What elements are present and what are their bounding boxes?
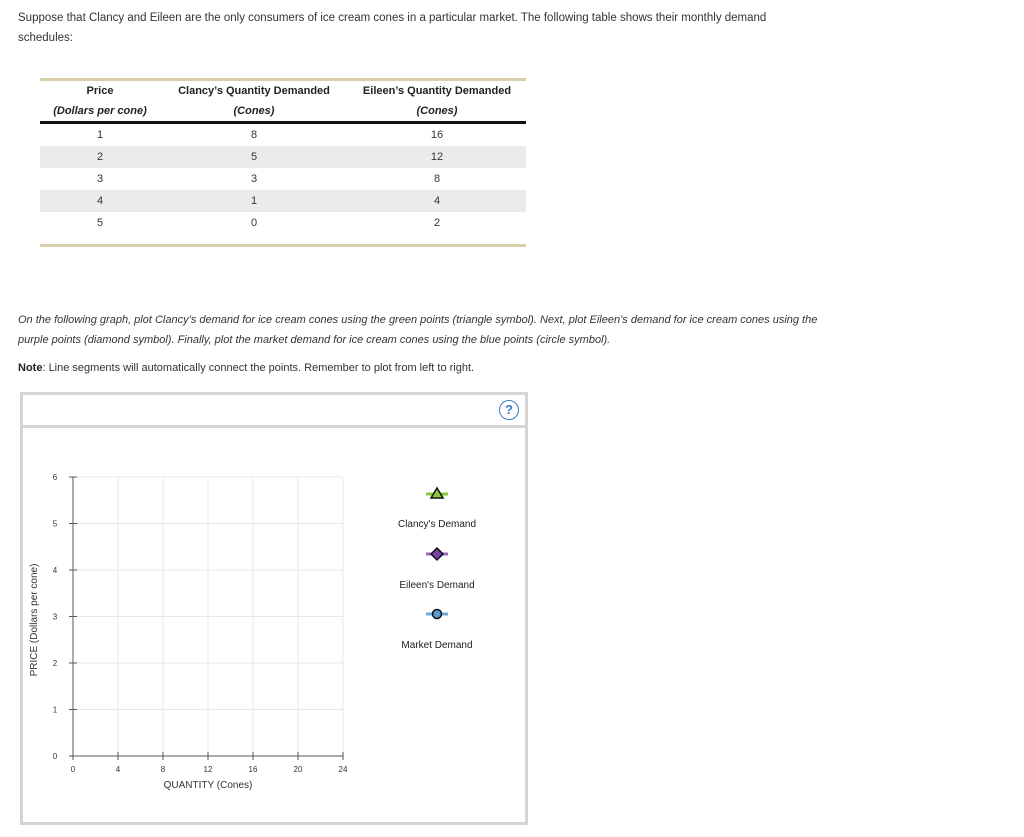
cell-clancy: 0	[250, 217, 258, 229]
legend-label: Eileen's Demand	[399, 580, 475, 591]
note-label: Note	[18, 362, 43, 374]
header-clancy: Clancy’s Quantity Demanded	[178, 85, 330, 97]
x-tick-label: 20	[293, 765, 303, 774]
y-tick-label: 5	[52, 519, 58, 529]
x-tick-label: 16	[248, 765, 258, 774]
circle-icon[interactable]	[433, 610, 442, 619]
cell-clancy: 8	[250, 129, 258, 141]
graph-instructions: On the following graph, plot Clancy’s demand for ice cream cones using the green points (triangle symbol). Next, plot Eileen’s demand for ice cream cones using the purple points (diamond symbol). Finally, plot the market demand for ice cream cones using the blue points (circle symbol).	[18, 314, 818, 346]
legend-label: Market Demand	[401, 640, 473, 651]
header-price: Price	[86, 85, 114, 97]
x-tick-label: 8	[160, 765, 166, 774]
cell-price: 4	[40, 190, 160, 212]
cell-eileen: 4	[348, 190, 526, 212]
x-tick-label: 24	[338, 765, 348, 774]
cell-eileen: 2	[433, 217, 441, 229]
cell-price: 3	[96, 173, 104, 185]
cell-eileen: 16	[430, 129, 444, 141]
diamond-icon[interactable]	[431, 548, 443, 560]
x-tick-label: 4	[115, 765, 121, 774]
y-tick-label: 0	[52, 752, 58, 761]
header-eileen: Eileen’s Quantity Demanded	[362, 85, 512, 97]
cell-clancy: 1	[160, 190, 348, 212]
cell-price: 5	[96, 217, 104, 229]
y-tick-label: 1	[52, 705, 58, 715]
cell-eileen: 8	[433, 173, 441, 185]
y-tick-label: 4	[52, 566, 58, 575]
subheader-clancy: (Cones)	[160, 101, 348, 123]
cell-clancy: 5	[160, 146, 348, 168]
cell-price: 2	[40, 146, 160, 168]
y-tick-label: 6	[52, 473, 58, 482]
y-axis-title: PRICE (Dollars per cone)	[29, 563, 40, 677]
cell-clancy: 3	[250, 173, 258, 185]
subheader-eileen: (Cones)	[348, 101, 526, 123]
help-icon[interactable]: ?	[499, 400, 519, 420]
intro-text: Suppose that Clancy and Eileen are the only consumers of ice cream cones in a particular market. The following table shows their monthly demand schedules:	[18, 12, 767, 44]
note-body: : Line segments will automatically connect the points. Remember to plot from left to right.	[42, 362, 475, 374]
cell-price: 1	[96, 129, 104, 141]
y-tick-label: 3	[52, 612, 58, 622]
x-tick-label: 0	[70, 765, 76, 774]
y-tick-label: 2	[52, 659, 58, 668]
subheader-price: (Dollars per cone)	[40, 101, 160, 123]
x-tick-label: 12	[203, 765, 213, 774]
x-axis-title: QUANTITY (Cones)	[163, 780, 253, 791]
legend-label: Clancy's Demand	[397, 519, 477, 530]
cell-eileen: 12	[348, 146, 526, 168]
